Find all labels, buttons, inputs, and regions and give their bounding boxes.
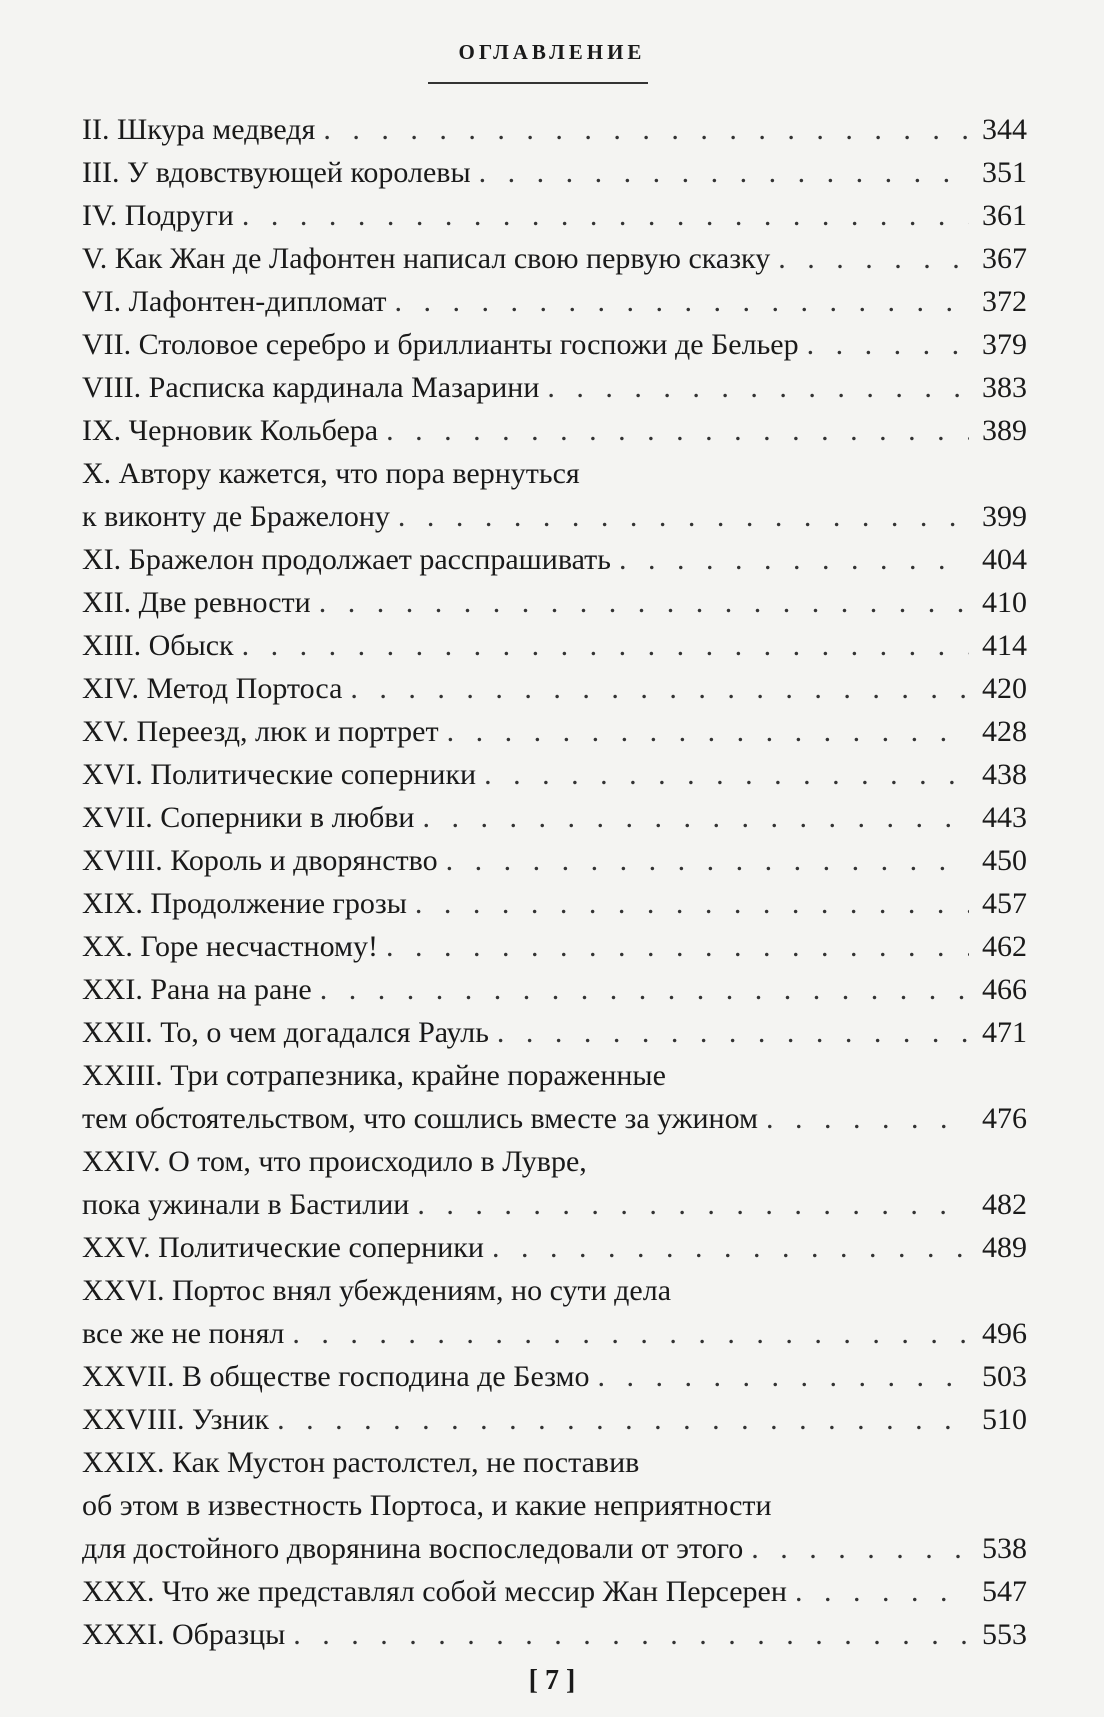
toc-entry-title: IV. Подруги: [82, 199, 234, 232]
toc-entry: [82, 323, 1027, 366]
toc-entry-page-number: 414: [982, 629, 1027, 662]
toc-entry: [82, 1140, 1027, 1226]
toc-entry: [82, 194, 1027, 237]
toc-entry-page-number: 510: [982, 1403, 1027, 1436]
toc-entry-page-number: 462: [982, 930, 1027, 963]
toc-entry-title: к виконту де Бражелону: [82, 500, 390, 533]
toc-entry-title: XXXI. Образцы: [82, 1618, 286, 1651]
toc-entry-leader-line: [82, 624, 1027, 667]
toc-entry: [82, 1613, 1027, 1656]
toc-entry-page-number: 547: [982, 1575, 1027, 1608]
toc-entry-leader-line: [82, 1011, 1027, 1054]
toc-entry-title: XXVIII. Узник: [82, 1403, 270, 1436]
page-number: [ 7 ]: [528, 1665, 576, 1696]
dot-leader: [497, 1011, 969, 1054]
toc-entry-leader-line: [82, 495, 1027, 538]
toc-entry-page-number: 410: [982, 586, 1027, 619]
toc-entry-leader-line: [82, 194, 1027, 237]
toc-entry-leader-line: [82, 581, 1027, 624]
toc-entry: [82, 710, 1027, 753]
toc-entry: [82, 882, 1027, 925]
dot-leader: [386, 409, 969, 452]
toc-entry-page-number: 476: [982, 1102, 1027, 1135]
toc-entry-page-number: 503: [982, 1360, 1027, 1393]
toc-entry-title: XXII. То, о чем догадался Рауль: [82, 1016, 489, 1049]
dot-leader: [394, 280, 969, 323]
toc-entry-leader-line: [82, 323, 1027, 366]
dot-leader: [242, 194, 969, 237]
toc-entry: [82, 237, 1027, 280]
dot-leader: [619, 538, 969, 581]
toc-entry-leader-line: [82, 710, 1027, 753]
toc-entry: [82, 280, 1027, 323]
toc-entry-title: VI. Лафонтен-дипломат: [82, 285, 387, 318]
toc-entry-page-number: 389: [982, 414, 1027, 447]
dot-leader: [766, 1097, 969, 1140]
toc-entry: [82, 968, 1027, 1011]
toc-entry: [82, 1054, 1027, 1140]
toc-entry-leader-line: [82, 667, 1027, 710]
toc-entry-title: II. Шкура медведя: [82, 113, 316, 146]
toc-entry-page-number: 443: [982, 801, 1027, 834]
toc-entry-leader-line: [82, 796, 1027, 839]
toc-entry-title: XVII. Соперники в любви: [82, 801, 415, 834]
toc-entry: [82, 1441, 1027, 1570]
toc-entry-page-number: 344: [982, 113, 1027, 146]
dot-leader: [319, 581, 969, 624]
dot-leader: [422, 796, 969, 839]
toc-entry-page-number: 372: [982, 285, 1027, 318]
dot-leader: [492, 1226, 969, 1269]
toc-entry-title: XX. Горе несчастному!: [82, 930, 378, 963]
toc-entry-page-number: 399: [982, 500, 1027, 533]
dot-leader: [292, 1312, 969, 1355]
toc-entry-title: тем обстоятельством, что сошлись вместе за ужином: [82, 1102, 759, 1135]
toc-entry-title-line: XXIV. О том, что происходило в Лувре,: [82, 1145, 587, 1178]
toc-entry-title: для достойного дворянина воспоследовали от этого: [82, 1532, 744, 1565]
toc-entry-title: XXVII. В обществе господина де Безмо: [82, 1360, 590, 1393]
toc-entry-leader-line: [82, 1183, 1027, 1226]
toc-entry-title: XI. Бражелон продолжает расспрашивать: [82, 543, 611, 576]
dot-leader: [751, 1527, 969, 1570]
toc-entry-leader-line: [82, 237, 1027, 280]
toc-entry: [82, 452, 1027, 538]
toc-entry: [82, 108, 1027, 151]
dot-leader: [447, 710, 969, 753]
toc-entry-page-number: 351: [982, 156, 1027, 189]
toc-entry-page-number: 466: [982, 973, 1027, 1006]
dot-leader: [807, 323, 969, 366]
toc-entry-title: V. Как Жан де Лафонтен написал свою первую сказку: [82, 242, 771, 275]
toc-entry: [82, 1398, 1027, 1441]
dot-leader: [277, 1398, 969, 1441]
toc-entry-leader-line: [82, 409, 1027, 452]
toc-entry: [82, 925, 1027, 968]
toc-entry-title: XIV. Метод Портоса: [82, 672, 343, 705]
toc-entry-title: XIII. Обыск: [82, 629, 234, 662]
dot-leader: [598, 1355, 969, 1398]
toc-entry-page-number: 420: [982, 672, 1027, 705]
toc-entry-leader-line: [82, 366, 1027, 409]
toc-entry-page-number: 471: [982, 1016, 1027, 1049]
table-of-contents: [82, 108, 1027, 1656]
toc-entry-title: XVI. Политические соперники: [82, 758, 477, 791]
toc-entry: [82, 753, 1027, 796]
dot-leader: [484, 753, 969, 796]
dot-leader: [547, 366, 969, 409]
toc-entry-leader-line: [82, 753, 1027, 796]
toc-entry-title: XXI. Рана на ране: [82, 973, 312, 1006]
toc-entry-page-number: 457: [982, 887, 1027, 920]
toc-entry-leader-line: [82, 1570, 1027, 1613]
toc-entry-page-number: 438: [982, 758, 1027, 791]
toc-entry: [82, 1011, 1027, 1054]
toc-entry-title: VII. Столовое серебро и бриллианты госпожи де Бельер: [82, 328, 799, 361]
toc-entry-leader-line: [82, 839, 1027, 882]
toc-entry-page-number: 379: [982, 328, 1027, 361]
dot-leader: [293, 1613, 969, 1656]
dot-leader: [386, 925, 969, 968]
toc-entry-title: III. У вдовствующей королевы: [82, 156, 471, 189]
toc-entry-page-number: 383: [982, 371, 1027, 404]
toc-entry-leader-line: [82, 968, 1027, 1011]
dot-leader: [417, 1183, 969, 1226]
toc-entry-title: XII. Две ревности: [82, 586, 311, 619]
toc-entry-leader-line: [82, 1312, 1027, 1355]
toc-entry: [82, 796, 1027, 839]
page-header-title: ОГЛАВЛЕНИЕ: [458, 40, 646, 64]
dot-leader: [446, 839, 969, 882]
toc-entry-leader-line: [82, 151, 1027, 194]
toc-entry-title: VIII. Расписка кардинала Мазарини: [82, 371, 540, 404]
dot-leader: [415, 882, 969, 925]
toc-entry: [82, 366, 1027, 409]
toc-entry-page-number: 482: [982, 1188, 1027, 1221]
toc-entry-title-line: X. Автору кажется, что пора вернуться: [82, 457, 580, 490]
toc-entry-title: IX. Черновик Кольбера: [82, 414, 379, 447]
dot-leader: [320, 968, 969, 1011]
toc-entry-leader-line: [82, 1226, 1027, 1269]
toc-entry-page-number: 496: [982, 1317, 1027, 1350]
dot-leader: [479, 151, 969, 194]
toc-entry: [82, 409, 1027, 452]
header-rule: [428, 82, 648, 84]
toc-entry: [82, 667, 1027, 710]
toc-entry-leader-line: [82, 882, 1027, 925]
toc-entry-page-number: 450: [982, 844, 1027, 877]
toc-entry-leader-line: [82, 1527, 1027, 1570]
toc-entry-title: все же не понял: [82, 1317, 285, 1350]
toc-entry-title: XV. Переезд, люк и портрет: [82, 715, 439, 748]
toc-entry-title: XIX. Продолжение грозы: [82, 887, 407, 920]
toc-entry-leader-line: [82, 1097, 1027, 1140]
toc-entry-leader-line: [82, 1398, 1027, 1441]
toc-entry-page-number: 361: [982, 199, 1027, 232]
toc-entry: [82, 151, 1027, 194]
toc-entry-page-number: 538: [982, 1532, 1027, 1565]
toc-entry-page-number: 404: [982, 543, 1027, 576]
toc-entry: [82, 581, 1027, 624]
toc-entry-title: пока ужинали в Бастилии: [82, 1188, 410, 1221]
dot-leader: [778, 237, 969, 280]
toc-entry-page-number: 367: [982, 242, 1027, 275]
dot-leader: [795, 1570, 969, 1613]
toc-entry-leader-line: [82, 108, 1027, 151]
toc-entry: [82, 1269, 1027, 1355]
toc-entry-title-line: XXVI. Портос внял убеждениям, но сути дела: [82, 1274, 672, 1307]
toc-entry: [82, 1226, 1027, 1269]
toc-entry: [82, 1570, 1027, 1613]
dot-leader: [350, 667, 969, 710]
dot-leader: [398, 495, 969, 538]
toc-entry-leader-line: [82, 538, 1027, 581]
toc-entry: [82, 839, 1027, 882]
toc-entry-title-line: XXIII. Три сотрапезника, крайне пораженные: [82, 1059, 666, 1092]
toc-entry-page-number: 553: [982, 1618, 1027, 1651]
toc-entry: [82, 1355, 1027, 1398]
toc-entry-leader-line: [82, 1613, 1027, 1656]
toc-entry-title: XVIII. Король и дворянство: [82, 844, 438, 877]
toc-entry-page-number: 428: [982, 715, 1027, 748]
toc-entry-leader-line: [82, 280, 1027, 323]
toc-entry-title-line: об этом в известность Портоса, и какие неприятности: [82, 1489, 772, 1522]
toc-entry: [82, 538, 1027, 581]
toc-entry-page-number: 489: [982, 1231, 1027, 1264]
toc-entry-title-line: XXIX. Как Мустон растолстел, не поставив: [82, 1446, 640, 1479]
dot-leader: [323, 108, 969, 151]
toc-entry: [82, 624, 1027, 667]
toc-entry-title: XXV. Политические соперники: [82, 1231, 484, 1264]
dot-leader: [242, 624, 969, 667]
toc-entry-title: XXX. Что же представлял собой мессир Жан Персерен: [82, 1575, 787, 1608]
toc-entry-leader-line: [82, 1355, 1027, 1398]
toc-entry-leader-line: [82, 925, 1027, 968]
